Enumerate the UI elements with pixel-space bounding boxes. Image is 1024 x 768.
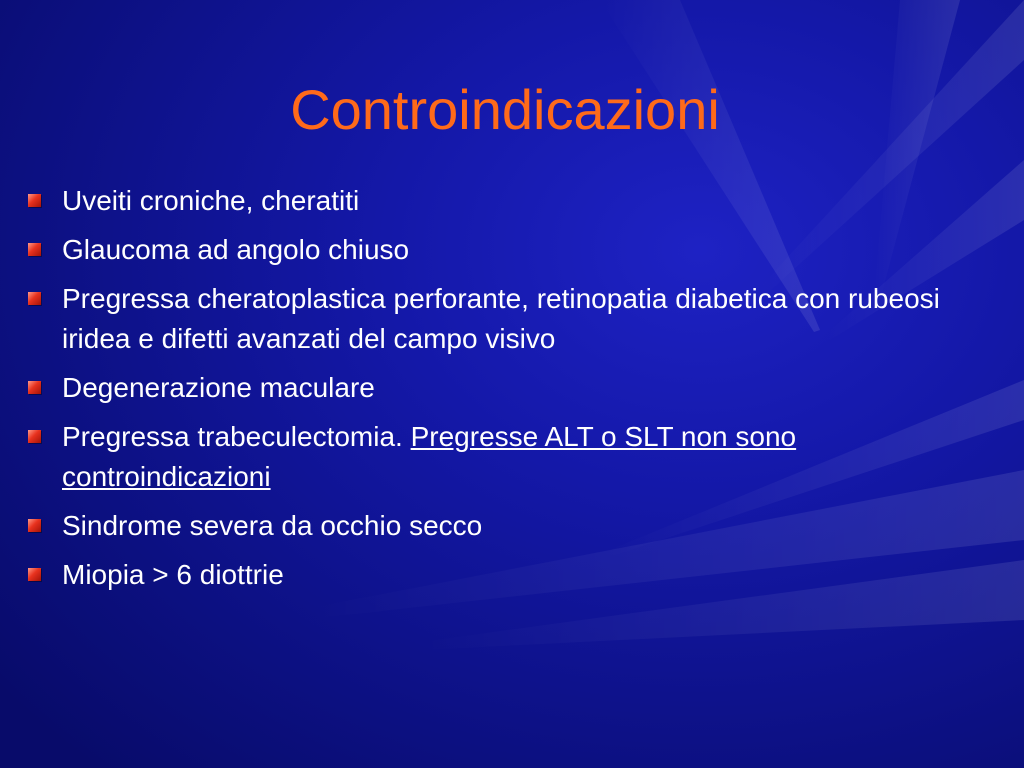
- slide-title: Controindicazioni: [290, 78, 720, 141]
- bullet-item: [22, 506, 982, 546]
- bullet-item: [22, 230, 982, 270]
- bullet-list: [22, 181, 982, 604]
- bullet-text: Miopia > 6 diottrie: [62, 559, 284, 590]
- bullet-item: [22, 181, 982, 221]
- square-bullet-icon: [28, 381, 41, 394]
- bullet-text: Glaucoma ad angolo chiuso: [62, 234, 410, 265]
- square-bullet-icon: [28, 194, 41, 207]
- bullet-text: Uveiti croniche, cheratiti: [62, 185, 360, 216]
- square-bullet-icon: [28, 243, 41, 256]
- square-bullet-icon: [28, 292, 41, 305]
- bullet-item: [22, 417, 982, 497]
- square-bullet-icon: [28, 519, 41, 532]
- bullet-text: Pregressa trabeculectomia.: [62, 421, 411, 452]
- bullet-item: [22, 368, 982, 408]
- bullet-text: Sindrome severa da occhio secco: [62, 510, 483, 541]
- bullet-item: [22, 555, 982, 595]
- bullet-text: Pregressa cheratoplastica perforante, retinopatia diabetica con rubeosi iridea e difetti avanzati del campo visivo: [62, 283, 940, 354]
- bullet-text: Degenerazione maculare: [62, 372, 375, 403]
- bullet-item: [22, 279, 982, 359]
- square-bullet-icon: [28, 430, 41, 443]
- square-bullet-icon: [28, 568, 41, 581]
- bullet-link[interactable]: Pregresse ALT o SLT non sono controindicazioni: [62, 421, 797, 492]
